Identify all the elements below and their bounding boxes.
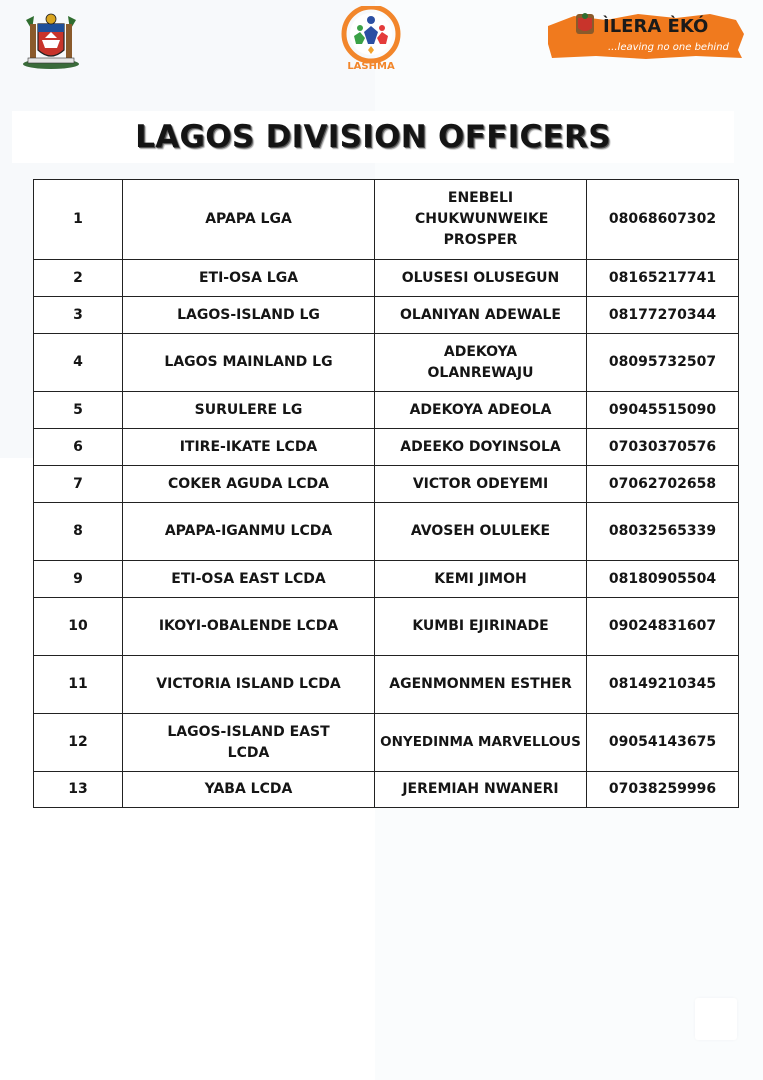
- title-band: [12, 111, 734, 163]
- scroll-to-top-button[interactable]: [695, 998, 737, 1040]
- row-number: 7: [34, 466, 123, 503]
- phone-cell: 07038259996: [587, 772, 739, 808]
- table-row: [34, 392, 739, 429]
- officer-name-cell: ADEKOYA OLANREWAJU: [375, 334, 587, 392]
- phone-cell: 09024831607: [587, 598, 739, 656]
- row-number: 4: [34, 334, 123, 392]
- lashma-label: LASHMA: [347, 61, 395, 72]
- phone-cell: 08180905504: [587, 561, 739, 598]
- row-number: 1: [34, 180, 123, 260]
- officer-name-cell: OLUSESI OLUSEGUN: [375, 260, 587, 297]
- phone-cell: 08032565339: [587, 503, 739, 561]
- lga-cell: APAPA LGA: [123, 180, 375, 260]
- row-number: 5: [34, 392, 123, 429]
- officer-name-cell: ADEKOYA ADEOLA: [375, 392, 587, 429]
- phone-cell: 09054143675: [587, 714, 739, 772]
- phone-cell: 09045515090: [587, 392, 739, 429]
- table-row: [34, 772, 739, 808]
- ilera-tagline: ...leaving no one behind: [608, 42, 729, 53]
- row-number: 6: [34, 429, 123, 466]
- row-number: 9: [34, 561, 123, 598]
- lga-cell: COKER AGUDA LCDA: [123, 466, 375, 503]
- table-row: [34, 598, 739, 656]
- ilera-name: ÌLERA ÈKÓ: [603, 16, 709, 37]
- officer-name-cell: AVOSEH OLULEKE: [375, 503, 587, 561]
- lga-cell: LAGOS-ISLAND EAST LCDA: [123, 714, 375, 772]
- phone-cell: 08068607302: [587, 180, 739, 260]
- row-number: 11: [34, 656, 123, 714]
- lga-cell: LAGOS MAINLAND LG: [123, 334, 375, 392]
- phone-cell: 08095732507: [587, 334, 739, 392]
- table-row: [34, 466, 739, 503]
- row-number: 13: [34, 772, 123, 808]
- lagos-state-seal-logo: [20, 10, 82, 72]
- officer-name-cell: OLANIYAN ADEWALE: [375, 297, 587, 334]
- table-row: [34, 429, 739, 466]
- officer-name-cell: ADEEKO DOYINSOLA: [375, 429, 587, 466]
- row-number: 2: [34, 260, 123, 297]
- lga-cell: LAGOS-ISLAND LG: [123, 297, 375, 334]
- lga-cell: VICTORIA ISLAND LCDA: [123, 656, 375, 714]
- officers-table: [33, 179, 739, 808]
- officer-name-cell: AGENMONMEN ESTHER: [375, 656, 587, 714]
- row-number: 10: [34, 598, 123, 656]
- officer-name-cell: JEREMIAH NWANERI: [375, 772, 587, 808]
- row-number: 8: [34, 503, 123, 561]
- lga-cell: IKOYI-OBALENDE LCDA: [123, 598, 375, 656]
- phone-cell: 07062702658: [587, 466, 739, 503]
- lga-cell: ETI-OSA EAST LCDA: [123, 561, 375, 598]
- lga-cell: ITIRE-IKATE LCDA: [123, 429, 375, 466]
- phone-cell: 08177270344: [587, 297, 739, 334]
- officer-name-cell: KEMI JIMOH: [375, 561, 587, 598]
- officer-name-cell: ENEBELI CHUKWUNWEIKE PROSPER: [375, 180, 587, 260]
- lashma-logo: [334, 6, 408, 72]
- officer-name-cell: VICTOR ODEYEMI: [375, 466, 587, 503]
- ilera-eko-logo: [546, 10, 746, 62]
- phone-cell: 07030370576: [587, 429, 739, 466]
- table-row: [34, 503, 739, 561]
- phone-cell: 08165217741: [587, 260, 739, 297]
- lga-cell: SURULERE LG: [123, 392, 375, 429]
- lga-cell: YABA LCDA: [123, 772, 375, 808]
- page-title: LAGOS DIVISION OFFICERS: [135, 119, 611, 155]
- row-number: 3: [34, 297, 123, 334]
- row-number: 12: [34, 714, 123, 772]
- table-row: [34, 714, 739, 772]
- lga-cell: APAPA-IGANMU LCDA: [123, 503, 375, 561]
- table-row: [34, 180, 739, 260]
- lga-cell: ETI-OSA LGA: [123, 260, 375, 297]
- table-row: [34, 334, 739, 392]
- table-row: [34, 260, 739, 297]
- table-row: [34, 656, 739, 714]
- officer-name-cell: KUMBI EJIRINADE: [375, 598, 587, 656]
- table-row: [34, 561, 739, 598]
- officer-name-cell: ONYEDINMA MARVELLOUS: [375, 714, 587, 772]
- phone-cell: 08149210345: [587, 656, 739, 714]
- table-row: [34, 297, 739, 334]
